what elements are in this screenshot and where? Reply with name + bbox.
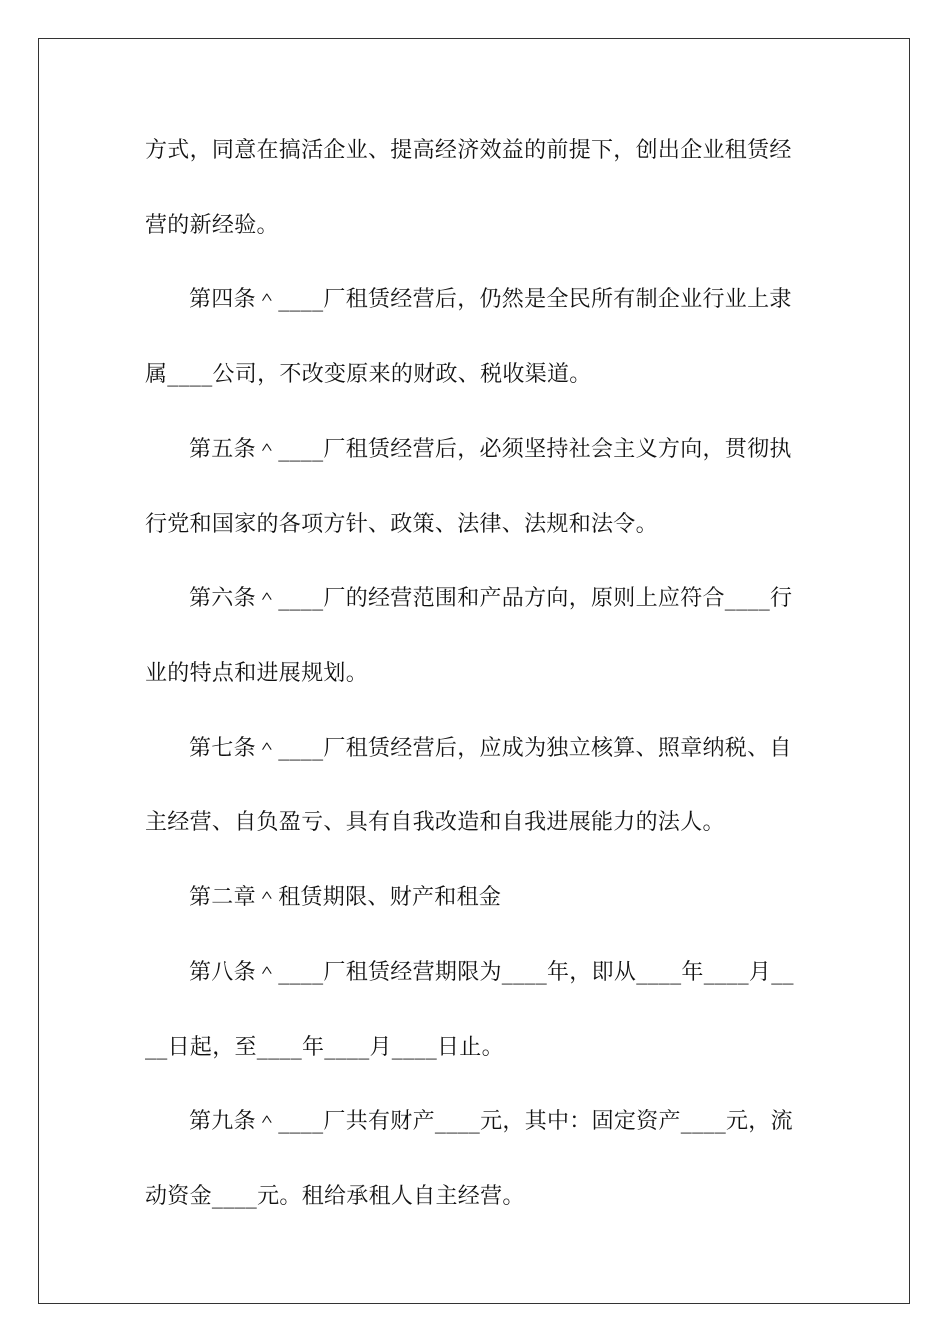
- text-line: 动资金____元。租给承租人自主经营。: [145, 1184, 525, 1209]
- article-8-line: 第八条＾____厂租赁经营期限为____年，即从____年____月__: [189, 960, 794, 985]
- article-6-line: 第六条＾____厂的经营范围和产品方向，原则上应符合____行: [189, 586, 793, 611]
- article-4-line: 第四条＾____厂租赁经营后，仍然是全民所有制企业行业上隶: [189, 287, 792, 312]
- article-5-line: 第五条＾____厂租赁经营后，必须坚持社会主义方向，贯彻执: [189, 437, 792, 462]
- text-line: 业的特点和进展规划。: [145, 661, 369, 686]
- text-line: 属____公司，不改变原来的财政、税收渠道。: [145, 362, 592, 387]
- text-line: 主经营、自负盈亏、具有自我改造和自我进展能力的法人。: [145, 810, 725, 835]
- text-line: __日起，至____年____月____日止。: [145, 1035, 504, 1060]
- text-line: 方式，同意在搞活企业、提高经济效益的前提下，创出企业租赁经: [145, 138, 792, 163]
- text-line: 行党和国家的各项方针、政策、法律、法规和法令。: [145, 512, 658, 537]
- chapter-2-heading: 第二章＾租赁期限、财产和租金: [189, 885, 502, 910]
- text-line: 营的新经验。: [145, 213, 279, 238]
- article-7-line: 第七条＾____厂租赁经营后，应成为独立核算、照章纳税、自: [189, 736, 792, 761]
- article-9-line: 第九条＾____厂共有财产____元，其中：固定资产____元，流: [189, 1109, 793, 1134]
